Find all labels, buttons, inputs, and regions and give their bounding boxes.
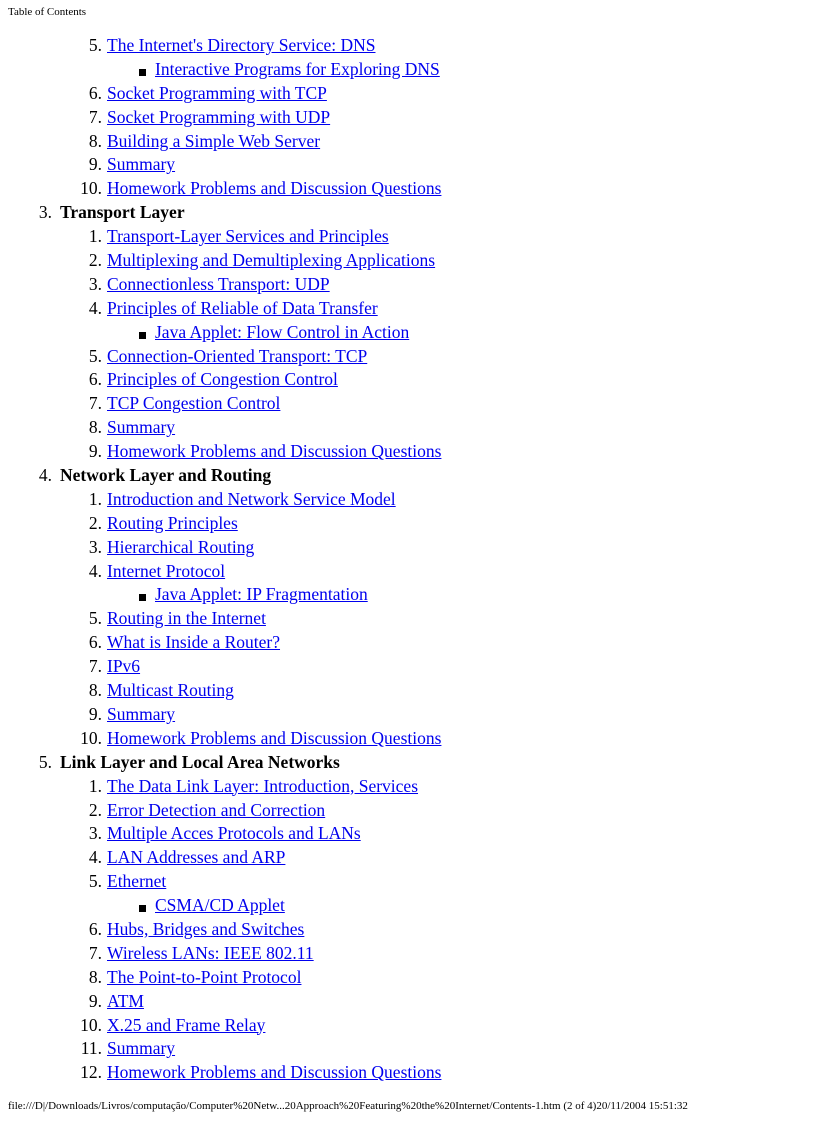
toc-number: 9. [88,441,102,462]
toc-number: 9. [88,154,102,175]
toc-link[interactable]: Hierarchical Routing [107,536,255,557]
toc-link[interactable]: The Internet's Directory Service: DNS [107,35,376,55]
toc-link[interactable]: Socket Programming with UDP [107,106,331,127]
toc-subsection [0,58,816,82]
toc-number: 5. [88,608,102,629]
toc-number: 10. [80,178,102,199]
toc-number: 5. [38,751,52,772]
toc-link[interactable]: Java Applet: IP Fragmentation [155,584,368,605]
toc-section [0,990,816,1014]
toc-number: 8. [88,417,102,438]
toc-number: 2. [88,250,102,271]
toc-section [0,225,816,249]
toc-section [0,130,816,154]
toc-section [0,82,816,106]
toc-number: 8. [88,966,102,987]
toc-number: 6. [88,632,102,653]
toc-link[interactable]: The Point-to-Point Protocol [107,966,302,987]
toc-section [0,703,816,727]
toc-link[interactable]: Homework Problems and Discussion Questions [107,727,442,748]
toc-link[interactable]: Multicast Routing [107,680,234,701]
toc-section [0,536,816,560]
toc-section [0,1061,816,1085]
toc-section [0,392,816,416]
toc-link[interactable]: Interactive Programs for Exploring DNS [155,58,440,79]
square-bullet-icon [139,905,146,912]
toc-link[interactable]: Summary [107,154,176,175]
toc-section [0,177,816,201]
toc-link[interactable]: What is Inside a Router? [107,632,281,653]
toc-section [0,1014,816,1038]
toc-number: 2. [88,799,102,820]
toc-link[interactable]: Transport-Layer Services and Principles [107,226,389,247]
toc-number: 7. [88,942,102,963]
toc-link[interactable]: Building a Simple Web Server [107,130,321,151]
toc-section [0,34,816,58]
toc-section [0,249,816,273]
toc-number: 3. [38,202,52,223]
toc-chapter [0,751,816,775]
toc-link[interactable]: Connection-Oriented Transport: TCP [107,345,368,366]
toc-number: 5. [88,345,102,366]
toc-number: 9. [88,703,102,724]
toc-link[interactable]: Homework Problems and Discussion Questions [107,441,442,462]
toc-section [0,368,816,392]
toc-section [0,846,816,870]
toc-section [0,1037,816,1061]
toc-number: 3. [88,823,102,844]
toc-link[interactable]: IPv6 [107,656,141,677]
toc-section [0,799,816,823]
toc-section [0,942,816,966]
toc-link[interactable]: CSMA/CD Applet [155,895,285,916]
toc-section [0,512,816,536]
toc-number: 11. [80,1038,102,1059]
toc-section [0,918,816,942]
toc-number: 2. [88,512,102,533]
toc-section [0,273,816,297]
toc-link[interactable]: Multiple Acces Protocols and LANs [107,823,361,844]
toc-number: 1. [88,488,102,509]
toc-subsection [0,583,816,607]
toc-number: 5. [88,871,102,892]
toc-number: 4. [88,847,102,868]
toc-section [0,822,816,846]
toc-link[interactable]: Routing Principles [107,512,238,533]
toc-number: 5. [88,35,102,55]
toc-number: 8. [88,130,102,151]
toc-chapter-title: Transport Layer [60,202,185,223]
toc-number: 3. [88,536,102,557]
toc-section [0,679,816,703]
toc-chapter-title: Link Layer and Local Area Networks [60,751,340,772]
table-of-contents [0,34,816,1085]
toc-link[interactable]: Error Detection and Correction [107,799,326,820]
toc-link[interactable]: Principles of Congestion Control [107,369,338,390]
toc-number: 12. [80,1062,102,1083]
toc-section [0,297,816,321]
toc-number: 3. [88,273,102,294]
toc-number: 10. [80,1014,102,1035]
toc-number: 4. [88,297,102,318]
toc-link[interactable]: Java Applet: Flow Control in Action [155,321,410,342]
toc-link[interactable]: Internet Protocol [107,560,226,581]
toc-link[interactable]: Introduction and Network Service Model [107,488,396,509]
toc-link[interactable]: TCP Congestion Control [107,393,281,414]
square-bullet-icon [139,594,146,601]
toc-section [0,345,816,369]
toc-section [0,416,816,440]
toc-section [0,870,816,894]
toc-number: 4. [38,465,52,486]
toc-link[interactable]: Ethernet [107,871,167,892]
toc-number: 7. [88,656,102,677]
toc-section [0,488,816,512]
toc-section [0,607,816,631]
toc-link[interactable]: ATM [107,990,144,1011]
toc-section [0,966,816,990]
toc-number: 4. [88,560,102,581]
toc-link[interactable]: Wireless LANs: IEEE 802.11 [107,942,314,963]
toc-section [0,727,816,751]
toc-subsection [0,894,816,918]
toc-link[interactable]: Multiplexing and Demultiplexing Applications [107,250,436,271]
square-bullet-icon [139,332,146,339]
toc-number: 6. [88,918,102,939]
toc-number: 1. [88,775,102,796]
toc-link[interactable]: Routing in the Internet [107,608,266,629]
toc-link[interactable]: Homework Problems and Discussion Questions [107,1062,442,1083]
toc-link[interactable]: Homework Problems and Discussion Questions [107,178,442,199]
toc-number: 10. [80,727,102,748]
toc-link[interactable]: Connectionless Transport: UDP [107,273,330,294]
page-footer: file:///D|/Downloads/Livros/computação/Computer%20Netw...20Approach%20Featuring%20the%20Internet/Contents-1.htm (2 of 4)20/11/2004 15:51:32 [8,1100,688,1112]
toc-link[interactable]: Socket Programming with TCP [107,82,327,103]
toc-link[interactable]: Summary [107,703,176,724]
toc-number: 1. [88,226,102,247]
toc-link[interactable]: Summary [107,1038,176,1059]
toc-section [0,655,816,679]
toc-chapter-title: Network Layer and Routing [60,465,272,486]
toc-section [0,560,816,584]
toc-section [0,631,816,655]
toc-number: 7. [88,393,102,414]
toc-link[interactable]: Principles of Reliable of Data Transfer [107,297,378,318]
toc-link[interactable]: The Data Link Layer: Introduction, Services [107,775,419,796]
toc-link[interactable]: LAN Addresses and ARP [107,847,286,868]
toc-number: 6. [88,82,102,103]
page-header: Table of Contents [8,6,87,18]
toc-number: 7. [88,106,102,127]
toc-link[interactable]: Hubs, Bridges and Switches [107,918,305,939]
toc-number: 8. [88,680,102,701]
square-bullet-icon [139,69,146,76]
toc-number: 9. [88,990,102,1011]
toc-section [0,440,816,464]
toc-link[interactable]: X.25 and Frame Relay [107,1014,266,1035]
toc-number: 6. [88,369,102,390]
toc-section [0,106,816,130]
toc-subsection [0,321,816,345]
toc-chapter [0,201,816,225]
toc-section [0,775,816,799]
toc-link[interactable]: Summary [107,417,176,438]
toc-chapter [0,464,816,488]
toc-section [0,153,816,177]
